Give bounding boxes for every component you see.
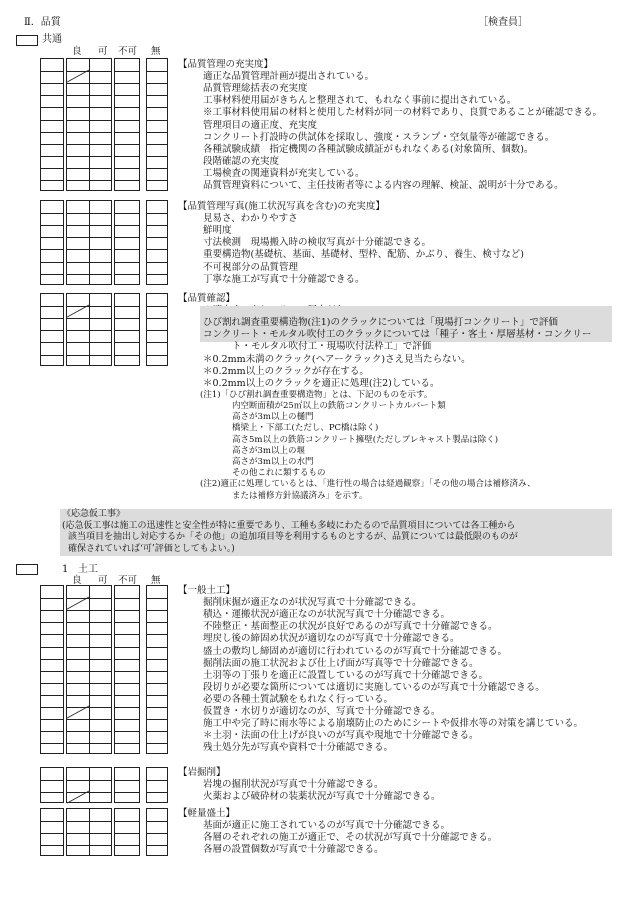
- criteria-item: ひび割れ調査重要構造物(注1)のクラックについては「現場打コンクリート」で評価: [203, 317, 558, 329]
- criteria-item: 工事材料使用届がきちんと整理されて、もれなく事前に提出されている。: [203, 95, 517, 107]
- grid-line: [115, 598, 139, 599]
- grid-line: [147, 821, 167, 822]
- grid-line: [115, 634, 139, 635]
- grid-line: [41, 342, 63, 343]
- criteria-item: コンクリート・モルタル吹付工のクラックについては「種子・客土・厚層基材・コンクリー: [203, 329, 592, 341]
- grid-line: [147, 598, 167, 599]
- grid-line: [147, 743, 167, 744]
- grid-line: [41, 180, 63, 181]
- grid-line: [41, 622, 63, 623]
- grid-line: [147, 342, 167, 343]
- rating-column[interactable]: [66, 293, 112, 366]
- grid-line: [115, 107, 139, 108]
- grid-line: [41, 780, 63, 781]
- note-line: 高さが3m以上の樋門: [232, 412, 314, 423]
- rating-column[interactable]: [40, 585, 64, 754]
- criteria-item: 寸法検測 現場搬入時の検収写真が十分確認できる。: [203, 237, 432, 249]
- grid-line: [115, 671, 139, 672]
- block-title: 【岩掘削】: [178, 767, 226, 778]
- grid-line: [115, 610, 139, 611]
- grid-line: [147, 120, 167, 121]
- grid-line: [115, 213, 139, 214]
- rating-column[interactable]: [114, 200, 140, 285]
- grid-line: [115, 659, 139, 660]
- criteria-item: 必要の各種土質試験をもれなく行っている。: [203, 693, 394, 705]
- note-line: (注2)適正に処理しているとは、「進行性の場合は経過観察」「その他の場合は補修済み、: [200, 479, 536, 490]
- diagonal-mark: [67, 305, 89, 317]
- criteria-item: 丁寧な施工が写真で十分確認できる。: [203, 273, 365, 285]
- rating-column[interactable]: [146, 808, 168, 856]
- note-line: 高さが3m以上の水門: [232, 457, 314, 467]
- grid-line: [115, 262, 139, 263]
- grid-line: [115, 695, 139, 696]
- criteria-item: 品質管理総括表の充実度: [203, 83, 308, 95]
- rating-column[interactable]: [40, 808, 64, 856]
- rating-column[interactable]: [146, 293, 168, 366]
- criteria-item: 鮮明度: [203, 225, 232, 237]
- inspector-label: ［検査員］: [478, 17, 528, 28]
- grid-line: [41, 610, 63, 611]
- criteria-item: 重要構造物(基礎杭、基面、基礎材、型枠、配筋、かぶり、養生、検寸など): [203, 249, 524, 261]
- grid-line: [115, 71, 139, 72]
- grid-line: [115, 144, 139, 145]
- grid-line: [115, 683, 139, 684]
- rating-column[interactable]: [40, 293, 64, 366]
- criteria-item: 埋戻し後の締固め状況が適切なのが写真で十分確認できる。: [203, 633, 460, 645]
- criteria-item: コンクリート打設時の供試体を採取し、強度・スランプ・空気量等が確認できる。: [203, 131, 555, 143]
- rating-column[interactable]: [66, 808, 112, 856]
- grid-line: [41, 249, 63, 250]
- grid-line: [41, 306, 63, 307]
- grid-line: [147, 647, 167, 648]
- grid-line: [115, 647, 139, 648]
- grid-divider: [89, 201, 90, 284]
- grid-line: [115, 132, 139, 133]
- criteria-item: 管理項目の適正度、充実度: [203, 119, 318, 131]
- grid-line: [41, 156, 63, 157]
- grid-line: [147, 833, 167, 834]
- note-line: 内空断面積が25㎡以上の鉄筋コンクリートカルバート類: [232, 401, 446, 411]
- grid-line: [147, 249, 167, 250]
- grid-line: [115, 719, 139, 720]
- criteria-item: 各層の設置個数が写真で十分確認できる。: [203, 844, 384, 856]
- doboku-title: 土工: [78, 564, 98, 575]
- grid-line: [41, 168, 63, 169]
- grid-line: [147, 306, 167, 307]
- grid-line: [41, 355, 63, 356]
- rating-column[interactable]: [146, 200, 168, 285]
- grid-line: [41, 237, 63, 238]
- grid-line: [41, 671, 63, 672]
- criteria-item: 適正な品質管理計画が提出されている。: [203, 71, 375, 83]
- grid-line: [115, 707, 139, 708]
- criteria-item: 積込・運搬状況が適正なのが状況写真で十分確認できる。: [203, 609, 451, 621]
- criteria-item: 段切りが必要な箇所については適切に実施しているのが写真で十分確認できる。: [203, 681, 545, 693]
- grid-line: [147, 355, 167, 356]
- grid-line: [41, 132, 63, 133]
- criteria-item: ト・モルタル吹付工・現場吹付法枠工」で評価: [232, 341, 432, 353]
- grid-line: [147, 168, 167, 169]
- grid-line: [147, 707, 167, 708]
- grid-line: [115, 355, 139, 356]
- grid-line: [41, 225, 63, 226]
- grid-line: [115, 821, 139, 822]
- grid-line: [147, 622, 167, 623]
- grid-line: [147, 780, 167, 781]
- grid-line: [41, 213, 63, 214]
- note-line: その他これに類するもの: [232, 468, 326, 479]
- block-title: 【軽量盛土】: [178, 808, 236, 819]
- criteria-item: 各層のそれぞれの施工が適正で、その状況が写真で十分確認できる。: [203, 832, 498, 844]
- criteria-item: 施工中や完了時に雨水等による崩壊防止のためにシートや仮排水等の対策を講じている。: [203, 718, 584, 730]
- grid-line: [41, 659, 63, 660]
- rating-column[interactable]: [40, 58, 64, 191]
- grid-line: [41, 845, 63, 846]
- criteria-item: 不陸整正・基面整正の状況が良好であるのが写真で十分確認できる。: [203, 621, 498, 633]
- grid-line: [147, 318, 167, 319]
- rating-column[interactable]: [114, 293, 140, 366]
- grid-line: [115, 168, 139, 169]
- rating-column[interactable]: [114, 585, 140, 754]
- grid-line: [115, 845, 139, 846]
- doboku-num: 1: [62, 564, 69, 575]
- grid-line: [147, 731, 167, 732]
- col-good: 良: [72, 46, 82, 57]
- grid-line: [41, 743, 63, 744]
- criteria-item: ＊0.2mm以上のクラックを適正に処理(注2)している。: [203, 377, 440, 389]
- grid-line: [147, 262, 167, 263]
- rating-column[interactable]: [146, 58, 168, 191]
- criteria-item: 土羽等の丁張りを適正に設置しているのが写真で十分確認できる。: [203, 669, 489, 681]
- grid-line: [41, 731, 63, 732]
- grid-line: [115, 249, 139, 250]
- grid-line: [147, 180, 167, 181]
- grid-divider: [89, 768, 90, 802]
- criteria-item: 工場検査の関連資料が充実している。: [203, 167, 365, 179]
- diagonal-mark: [67, 706, 89, 718]
- grid-line: [115, 792, 139, 793]
- grid-divider: [89, 809, 90, 855]
- grid-line: [147, 659, 167, 660]
- doboku-check-box[interactable]: [16, 564, 38, 575]
- criteria-item: 不可視部分の品質管理: [203, 261, 299, 273]
- grid-line: [41, 683, 63, 684]
- criteria-item: 仮置き・水切りが適切なのが、写真で十分確認できる。: [203, 706, 441, 717]
- col-none-2: 無: [151, 575, 161, 586]
- common-check-box[interactable]: [16, 35, 38, 46]
- grid-line: [147, 330, 167, 331]
- criteria-item: ＊0.2mm以上のクラックが存在する。: [203, 365, 369, 377]
- criteria-item: 品質管理資料について、主任技術者等による内容の理解、検証、説明が十分である。: [203, 180, 564, 191]
- grid-line: [115, 225, 139, 226]
- rating-column[interactable]: [114, 58, 140, 191]
- grid-line: [147, 144, 167, 145]
- grid-line: [41, 598, 63, 599]
- rating-column[interactable]: [114, 808, 140, 856]
- grid-line: [41, 719, 63, 720]
- grid-line: [147, 610, 167, 611]
- grid-line: [41, 330, 63, 331]
- col-fair: 可: [98, 46, 108, 57]
- grid-line: [147, 225, 167, 226]
- block-title: 【品質管理の充実度】: [178, 59, 274, 70]
- grid-line: [41, 144, 63, 145]
- grid-line: [41, 83, 63, 84]
- grid-line: [147, 132, 167, 133]
- section-title: Ⅱ．品質: [24, 17, 61, 28]
- grid-line: [147, 683, 167, 684]
- grid-line: [147, 671, 167, 672]
- grid-line: [147, 83, 167, 84]
- grid-line: [147, 71, 167, 72]
- col-fair-2: 可: [98, 575, 108, 586]
- grid-line: [147, 719, 167, 720]
- grid-line: [115, 274, 139, 275]
- diagonal-mark: [67, 791, 89, 803]
- block-title: 【品質管理写真(施工状況写真を含む)の充実度】: [178, 201, 385, 212]
- grid-line: [115, 156, 139, 157]
- rating-column[interactable]: [146, 767, 168, 803]
- criteria-item: ＊0.2mm未満のクラック(ヘアークラック)さえ見当たらない。: [203, 353, 471, 365]
- grid-line: [115, 731, 139, 732]
- criteria-item: 掘削法面の施工状況および仕上げ面が写真等で十分確認できる。: [203, 657, 479, 669]
- grid-line: [147, 156, 167, 157]
- ouq-line: (応急仮工事は施工の迅速性と安全性が特に重要であり、工種も多岐にわたるので品質項目については各工種から: [62, 520, 516, 531]
- grid-line: [147, 237, 167, 238]
- rating-column[interactable]: [146, 585, 168, 754]
- grid-line: [41, 120, 63, 121]
- grid-line: [41, 695, 63, 696]
- grid-line: [147, 274, 167, 275]
- diagonal-mark: [67, 70, 89, 82]
- grid-line: [115, 342, 139, 343]
- criteria-item: 盛土の敷均し締固めが適切に行われているのが写真で十分確認できる。: [203, 645, 508, 657]
- grid-line: [41, 107, 63, 108]
- criteria-item: 岩塊の掘削状況が写真で十分確認できる。: [203, 779, 384, 791]
- grid-line: [41, 95, 63, 96]
- criteria-item: ※工事材料使用届の材料と使用した材料が同一の材料であり、良質であることが確認できる。: [203, 107, 603, 119]
- rating-column[interactable]: [40, 767, 64, 803]
- grid-line: [115, 318, 139, 319]
- rating-column[interactable]: [114, 767, 140, 803]
- ouq-line: 該当項目を抽出し対応するか「その他」の追加項目等を利用するものとするが、品質については最低限のものが: [68, 532, 518, 542]
- rating-column[interactable]: [66, 585, 112, 754]
- ouq-line: 《応急仮工事》: [62, 509, 126, 519]
- grid-line: [115, 743, 139, 744]
- grid-divider: [89, 294, 90, 365]
- block-title: 【一般土工】: [178, 585, 236, 596]
- rating-column[interactable]: [66, 200, 112, 285]
- block-title: 【品質確認】: [178, 293, 236, 304]
- grid-line: [41, 262, 63, 263]
- grid-line: [41, 647, 63, 648]
- grid-line: [147, 213, 167, 214]
- criteria-item: 掘削床掘が適正なのが状況写真で十分確認できる。: [203, 597, 422, 609]
- grid-line: [115, 180, 139, 181]
- grid-divider: [89, 586, 90, 753]
- col-none: 無: [151, 46, 161, 57]
- grid-line: [41, 792, 63, 793]
- grid-line: [147, 792, 167, 793]
- criteria-item: 残土処分先が写真や資料で十分確認できる。: [203, 742, 394, 754]
- criteria-item: 段階確認の充実度: [203, 155, 280, 167]
- note-line: 高さ5m以上の鉄筋コンクリート擁壁(ただしプレキャスト製品は除く): [232, 434, 499, 445]
- grid-line: [41, 318, 63, 319]
- note-line: (注1)「ひび割れ調査重要構造物」とは、下記のものを示す。: [200, 389, 433, 400]
- grid-line: [41, 274, 63, 275]
- rating-column[interactable]: [40, 200, 64, 285]
- grid-line: [41, 71, 63, 72]
- grid-line: [115, 83, 139, 84]
- common-title: 共通: [42, 34, 62, 45]
- grid-line: [115, 237, 139, 238]
- criteria-item: 火薬および破砕材の装薬状況が写真で十分確認できる。: [203, 791, 441, 803]
- grid-line: [115, 833, 139, 834]
- grid-line: [115, 120, 139, 121]
- criteria-item: 各種試験成績 指定機関の各種試験成績証がもれなくある(対象箇所、個数)。: [203, 143, 534, 155]
- note-line: 橋梁上・下部工(ただし、PC橋は除く): [232, 423, 379, 434]
- grid-line: [41, 634, 63, 635]
- criteria-item: 見易さ、わかりやすさ: [203, 213, 298, 225]
- diagonal-mark: [67, 597, 89, 609]
- col-poor-2: 不可: [118, 575, 138, 586]
- criteria-item: ＊土羽・法面の仕上げが良いのが写真や現地で十分確認できる。: [203, 730, 479, 742]
- col-poor: 不可: [118, 46, 138, 57]
- ouq-line: 確保されていれば‘可’評価としてもよい。): [68, 543, 235, 554]
- grid-line: [115, 780, 139, 781]
- col-good-2: 良: [72, 575, 82, 586]
- grid-line: [115, 622, 139, 623]
- grid-line: [41, 707, 63, 708]
- grid-line: [41, 833, 63, 834]
- grid-line: [115, 306, 139, 307]
- grid-line: [147, 695, 167, 696]
- grid-line: [115, 330, 139, 331]
- grid-divider: [89, 59, 90, 190]
- note-line: 高さが3m以上の堰: [232, 445, 305, 456]
- grid-line: [115, 95, 139, 96]
- grid-line: [147, 107, 167, 108]
- grid-line: [147, 845, 167, 846]
- note-line: または補修方針協議済み」を示す。: [232, 490, 368, 501]
- grid-line: [147, 95, 167, 96]
- criteria-item: 基面が適正に施工されているのが写真で十分確認できる。: [203, 820, 451, 832]
- grid-line: [41, 821, 63, 822]
- grid-line: [147, 634, 167, 635]
